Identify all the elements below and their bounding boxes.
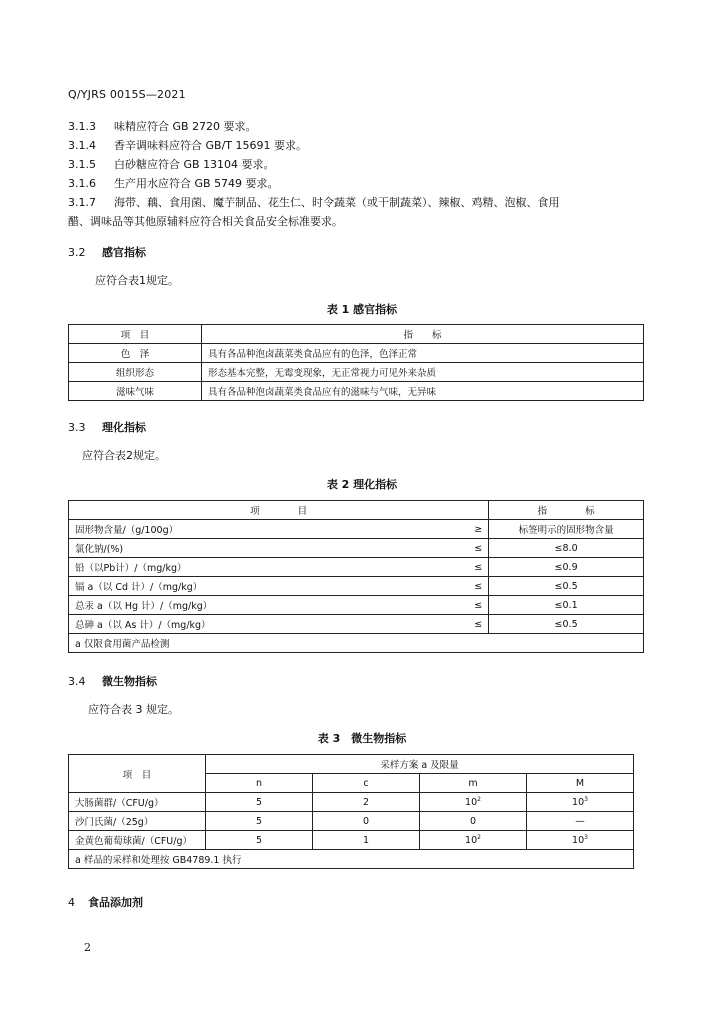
table-row bbox=[69, 520, 644, 539]
table-header-cell: 项 目 bbox=[69, 501, 489, 520]
table-cell: 沙门氏菌/（25g） bbox=[69, 812, 206, 831]
table-cell: ≤0.1 bbox=[489, 596, 644, 615]
table-2-caption: 表 2 理化指标 bbox=[326, 478, 398, 491]
table-note-row bbox=[69, 634, 644, 653]
table-cell: ≤ bbox=[456, 615, 489, 634]
section-heading-3-2 bbox=[68, 244, 146, 260]
table-row bbox=[69, 831, 634, 850]
table-header-cell: M bbox=[527, 774, 634, 793]
section-title: 理化指标 bbox=[102, 421, 146, 434]
table-row bbox=[69, 615, 644, 634]
table-cell: 金黄色葡萄球菌/（CFU/g） bbox=[69, 831, 206, 850]
table-cell: 滋味气味 bbox=[69, 382, 202, 401]
table-header-row bbox=[69, 325, 644, 344]
table-row bbox=[69, 539, 644, 558]
table-cell: ≥ bbox=[456, 520, 489, 539]
table-cell: 形态基本完整，无霉变现象，无正常视力可见外来杂质 bbox=[202, 363, 644, 382]
table-note-row bbox=[69, 850, 634, 869]
table-1-sensory bbox=[68, 324, 644, 401]
value-base: 10 bbox=[465, 796, 478, 808]
section-number: 3.3 bbox=[68, 421, 86, 434]
table-row bbox=[69, 812, 634, 831]
table-cell: 镉 a（以 Cd 计）/（mg/kg） bbox=[69, 577, 457, 596]
section-title: 微生物指标 bbox=[102, 675, 157, 688]
table-header-row bbox=[69, 501, 644, 520]
table-row bbox=[69, 363, 644, 382]
value-base: 10 bbox=[465, 834, 478, 846]
section-heading-3-4 bbox=[68, 673, 157, 689]
value-base: 10 bbox=[572, 834, 585, 846]
table-row bbox=[69, 577, 644, 596]
table-footnote: a 样品的采样和处理按 GB4789.1 执行 bbox=[69, 850, 634, 869]
value-base: 0 bbox=[469, 815, 477, 827]
table-row bbox=[69, 344, 644, 363]
clause-text: 白砂糖应符合 GB 13104 要求。 bbox=[114, 158, 275, 171]
value-exponent: 3 bbox=[584, 833, 588, 841]
table-cell: 5 bbox=[206, 793, 313, 812]
table-cell bbox=[527, 793, 634, 812]
value-base: — bbox=[575, 815, 585, 827]
section-number: 4 bbox=[68, 896, 75, 909]
page-number: 2 bbox=[84, 941, 91, 954]
section-number: 3.2 bbox=[68, 246, 86, 259]
table-row bbox=[69, 382, 644, 401]
table-cell: 总汞 a（以 Hg 计）/（mg/kg） bbox=[69, 596, 457, 615]
table-cell: 2 bbox=[313, 793, 420, 812]
clause-text: 醋、调味品等其他原辅料应符合相关食品安全标准要求。 bbox=[68, 215, 343, 228]
value-exponent: 2 bbox=[477, 795, 481, 803]
clause-text: 海带、藕、食用菌、魔芋制品、花生仁、时令蔬菜（或干制蔬菜）、辣椒、鸡精、泡椒、食用 bbox=[114, 196, 560, 209]
section-title: 食品添加剂 bbox=[88, 896, 143, 909]
clause-text: 生产用水应符合 GB 5749 要求。 bbox=[114, 177, 279, 190]
table-header-cell: n bbox=[206, 774, 313, 793]
table-cell: 5 bbox=[206, 831, 313, 850]
table-header-cell: 指 标 bbox=[489, 501, 644, 520]
table-cell bbox=[420, 812, 527, 831]
table-cell: 具有各品种泡卤蔬菜类食品应有的色泽，色泽正常 bbox=[202, 344, 644, 363]
table-cell bbox=[420, 831, 527, 850]
table-header-cell: c bbox=[313, 774, 420, 793]
table-1-caption: 表 1 感官指标 bbox=[326, 303, 398, 316]
table-cell bbox=[527, 831, 634, 850]
table-cell: ≤ bbox=[456, 596, 489, 615]
document-code: Q/YJRS 0015S—2021 bbox=[68, 88, 186, 101]
table-cell: 具有各品种泡卤蔬菜类食品应有的滋味与气味，无异味 bbox=[202, 382, 644, 401]
table-3-caption: 表 3 微生物指标 bbox=[317, 732, 407, 745]
clause-number: 3.1.5 bbox=[68, 158, 96, 171]
section-heading-4 bbox=[68, 894, 143, 910]
clause-number: 3.1.4 bbox=[68, 139, 96, 152]
table-cell: 氯化钠/(%) bbox=[69, 539, 457, 558]
table-2-physicochemical bbox=[68, 500, 644, 653]
paragraph-3-4: 应符合表 3 规定。 bbox=[88, 703, 179, 716]
table-header-cell: 项 目 bbox=[69, 325, 202, 344]
section-heading-3-3 bbox=[68, 419, 146, 435]
table-row bbox=[69, 558, 644, 577]
clause-3-1-7 bbox=[68, 194, 648, 212]
table-cell: ≤0.5 bbox=[489, 577, 644, 596]
section-number: 3.4 bbox=[68, 675, 86, 688]
clause-3-1-5 bbox=[68, 156, 648, 174]
clause-number: 3.1.3 bbox=[68, 120, 96, 133]
table-row bbox=[69, 596, 644, 615]
table-cell: 标签明示的固形物含量 bbox=[489, 520, 644, 539]
table-header-row bbox=[69, 755, 634, 774]
paragraph-3-3: 应符合表2规定。 bbox=[82, 449, 166, 462]
clause-text: 味精应符合 GB 2720 要求。 bbox=[114, 120, 257, 133]
table-header-cell: 项 目 bbox=[69, 755, 206, 793]
table-cell bbox=[420, 793, 527, 812]
table-cell: 铅（以Pb计）/（mg/kg） bbox=[69, 558, 457, 577]
table-cell: 5 bbox=[206, 812, 313, 831]
table-cell: 组织形态 bbox=[69, 363, 202, 382]
value-exponent: 3 bbox=[584, 795, 588, 803]
table-header-cell: 指 标 bbox=[202, 325, 644, 344]
table-cell: ≤ bbox=[456, 539, 489, 558]
clause-3-1-4 bbox=[68, 137, 648, 155]
table-cell: ≤ bbox=[456, 558, 489, 577]
clause-3-1-6 bbox=[68, 175, 648, 193]
table-cell: ≤ bbox=[456, 577, 489, 596]
table-cell: 0 bbox=[313, 812, 420, 831]
table-row bbox=[69, 793, 634, 812]
clause-number: 3.1.6 bbox=[68, 177, 96, 190]
clause-text: 香辛调味料应符合 GB/T 15691 要求。 bbox=[114, 139, 307, 152]
table-cell: 总砷 a（以 As 计）/（mg/kg） bbox=[69, 615, 457, 634]
table-cell: ≤0.9 bbox=[489, 558, 644, 577]
table-footnote: a 仅限食用菌产品检测 bbox=[69, 634, 644, 653]
table-cell bbox=[527, 812, 634, 831]
table-cell: 色 泽 bbox=[69, 344, 202, 363]
table-cell: ≤8.0 bbox=[489, 539, 644, 558]
paragraph-3-2: 应符合表1规定。 bbox=[95, 274, 179, 287]
table-cell: ≤0.5 bbox=[489, 615, 644, 634]
table-header-cell: m bbox=[420, 774, 527, 793]
table-3-microbiological bbox=[68, 754, 634, 869]
table-header-cell: 采样方案 a 及限量 bbox=[206, 755, 634, 774]
table-cell: 大肠菌群/（CFU/g） bbox=[69, 793, 206, 812]
clause-number: 3.1.7 bbox=[68, 196, 96, 209]
value-exponent: 2 bbox=[477, 833, 481, 841]
section-title: 感官指标 bbox=[102, 246, 146, 259]
value-base: 10 bbox=[572, 796, 585, 808]
clause-3-1-7-continued bbox=[68, 213, 648, 231]
table-cell: 固形物含量/（g/100g） bbox=[69, 520, 457, 539]
clause-3-1-3 bbox=[68, 118, 648, 136]
table-cell: 1 bbox=[313, 831, 420, 850]
